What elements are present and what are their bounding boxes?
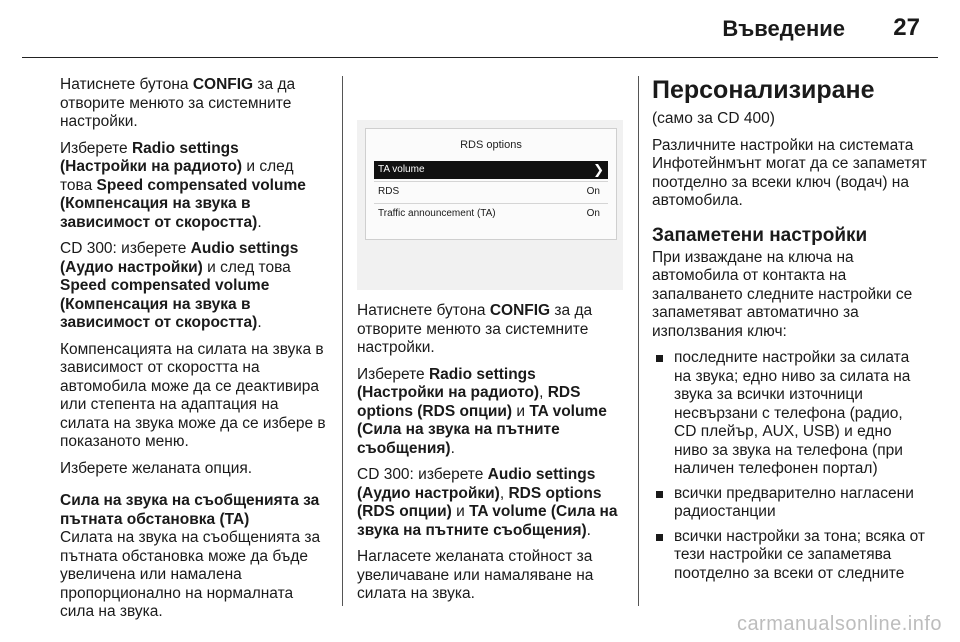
rds-options-panel [365,128,617,240]
left-paragraph-3: CD 300: изберете Audio settings (Аудио настройки) и след това Speed compensated volume (Компенсация на звука в зависимост от скоростта). [60,240,299,331]
bullet-square-icon [656,534,663,541]
list-item: всички настройки за тона; всяка от тези настройки се запаметява поотделно за всеки от следните [652,528,928,584]
bullet-square-icon [656,491,663,498]
page-number: 27 [893,14,920,41]
menu-divider [374,181,608,182]
list-item: всички предварително нагласени радиостанции [652,485,928,522]
menu-item-ta-volume[interactable]: TA volume ❯ [374,161,608,179]
cd400-note: (само за CD 400) [652,110,775,127]
site-watermark: carmanualsonline.info [736,613,942,635]
left-paragraph-1: Натиснете бутона CONFIG за да отворите менюто за системните настройки. [60,76,296,130]
column-divider-2 [638,76,639,606]
list-item: последните настройки за силата на звука; едно ниво за силата на звука за всички източници несвързани с телефона (радио, CD плейър, AUX, USB) и едно ниво за звука на телефона (при наличен телефонен портал) [652,349,928,479]
left-column [60,76,328,630]
mid-paragraph-3: CD 300: изберете Audio settings (Аудио настройки), RDS options (RDS опции) и TA volume (Сила на звука на пътните съобщения). [357,466,618,539]
left-paragraph-4: Компенсацията на силата на звука в зависимост от скоростта на автомобила може да се деактивира или степента на адаптация на силата на звука може да се избере в показаното меню. [60,340,326,450]
page-header [0,0,960,60]
ta-volume-heading: Сила на звука на съобщенията за пътната обстановка (TA) [60,492,320,528]
personalization-heading: Персонализиране [652,76,875,104]
menu-divider [374,203,608,204]
right-column [652,76,928,589]
mid-paragraph-2: Изберете Radio settings (Настройки на радиото), RDS options (RDS опции) и TA volume (Сила на звука на пътните съобщения). [357,365,607,457]
column-divider-1 [342,76,343,606]
left-paragraph-2: Изберете Radio settings (Настройки на радиото) и след това Speed compensated volume (Компенсация на звука в зависимост от скоростта). [60,139,306,231]
middle-column [357,302,625,612]
stored-settings-heading: Запаметени настройки [652,224,868,246]
header-divider [22,57,938,58]
menu-item-rds[interactable]: RDS On [378,186,600,197]
mid-paragraph-1: Натиснете бутона CONFIG за да отворите менюто за системните настройки. [357,302,593,356]
mid-paragraph-4: Нагласете желаната стойност за увеличаване или намаляване на силата на звука. [357,548,594,602]
right-paragraph-2: При изваждане на ключа на автомобила от контакта на запалването следните настройки се запаметяват автоматично за използвания ключ: [652,248,913,340]
menu-item-traffic-announcement[interactable]: Traffic announcement (TA) On [378,208,600,219]
left-paragraph-5: Изберете желаната опция. [60,459,253,477]
chapter-title: Въведение [722,16,845,41]
left-paragraph-6: Силата на звука на съобщенията за пътната обстановка може да бъде увеличена или намалена пропорционално на нормалната сила на звука. [60,529,321,620]
stored-settings-list [652,349,928,583]
right-paragraph-1: Различните настройки на системата Инфотейнмънт могат да се запаметят поотделно за всеки ключ (водач) на автомобила. [652,136,927,209]
chevron-right-icon: ❯ [593,162,604,177]
bullet-square-icon [656,355,663,362]
rds-options-screen [357,120,623,290]
screen-title: RDS options [460,139,522,151]
